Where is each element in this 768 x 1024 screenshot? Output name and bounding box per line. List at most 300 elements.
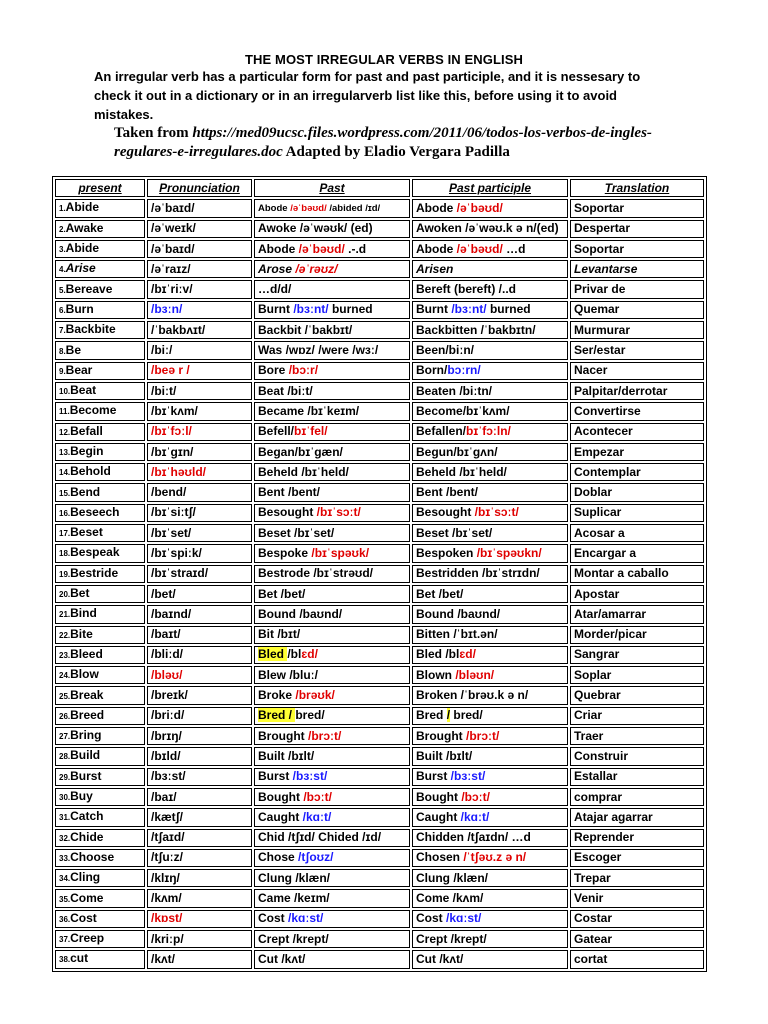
cell-text: Was /wɒz/ /were /wɜː/ [258,343,379,358]
cell-text: Cut /kʌt/ [416,951,464,966]
cell-present [55,544,145,562]
row-number: 3. [59,245,66,255]
cell-text: comprar [574,789,623,804]
cell-text: Catch [70,809,104,824]
table-row [55,829,704,847]
row-number: 8. [59,346,66,356]
cell-past-participle [412,585,568,603]
cell-text: Awake [65,220,104,235]
table-row [55,382,704,400]
cell-text: Atajar agarrar [574,809,653,824]
cell-past-participle [412,504,568,522]
cell-pronunciation [147,889,252,907]
table-row [55,443,704,461]
cell-text: /tʃaɪd/ [151,830,185,845]
cell-text: Brought [258,728,308,743]
cell-text: /bend/ [151,485,187,500]
table-row [55,220,704,238]
table-row [55,626,704,644]
cell-text: /brɔːt/ [466,728,500,743]
cell-present [55,808,145,826]
cell-text: Built /bɪlt/ [258,748,315,763]
cell-text: /tʃuːz/ [151,850,183,865]
source-prefix: Taken from [114,125,193,141]
cell-text: Bet /bet/ [258,586,306,601]
cell-text: Bind [70,606,97,621]
cell-text: /bet/ [151,586,176,601]
cell-text: Clung /klæn/ [416,870,488,885]
table-row [55,950,704,968]
cell-text: Breed [70,707,105,722]
cell-text: Chosen [416,850,464,865]
cell-pronunciation [147,423,252,441]
cell-past [254,240,410,258]
cell-text: / [446,708,451,723]
cell-translation [570,849,704,867]
cell-present [55,707,145,725]
cell-text: Backbit /ˈbakbɪt/ [258,322,353,337]
cell-text: /əˈbəʊd/ [456,200,503,215]
cell-text: Burst [70,768,102,783]
cell-text: Bought [416,789,462,804]
cell-text: Beseech [70,504,120,519]
cell-pronunciation [147,829,252,847]
cell-past [254,199,410,217]
cell-pronunciation [147,950,252,968]
cell-past-participle [412,362,568,380]
cell-text: /bɪˈɡɪn/ [151,444,194,459]
cell-text: Traer [574,728,604,743]
cell-present [55,849,145,867]
cell-translation [570,950,704,968]
cell-past-participle [412,727,568,745]
cell-past [254,423,410,441]
header-past: Past [254,179,410,197]
cell-text: Quebrar [574,688,621,703]
cell-present [55,199,145,217]
cell-pronunciation [147,321,252,339]
source-credit [114,124,694,162]
cell-present [55,240,145,258]
cell-text: Burnt [416,302,452,317]
cell-past-participle [412,524,568,542]
cell-past [254,829,410,847]
cell-pronunciation [147,605,252,623]
cell-text: Bet [70,586,90,601]
cell-present [55,402,145,420]
cell-past [254,524,410,542]
cell-pronunciation [147,443,252,461]
cell-text: Bereave [65,281,113,296]
cell-text: bred/ [450,708,483,723]
cell-pronunciation [147,585,252,603]
cell-text: /əˈbəʊd/ [298,241,345,256]
cell-text: Clung /klæn/ [258,870,330,885]
cell-translation [570,626,704,644]
cell-translation [570,585,704,603]
cell-text: Beheld /bɪˈheld/ [258,464,349,479]
cell-text: Abode [416,241,457,256]
cell-text: Caught [258,809,303,824]
cell-text: /breɪk/ [151,688,188,703]
cell-past-participle [412,382,568,400]
cell-past-participle [412,321,568,339]
cell-pronunciation [147,280,252,298]
row-number: 10. [59,387,71,397]
cell-text: Bound /baʊnd/ [416,606,501,621]
cell-text: Awoken /əˈwəʊ.k ə n/(ed) [416,221,559,236]
cell-present [55,910,145,928]
cell-translation [570,666,704,684]
cell-text: Bit /bɪt/ [258,627,301,642]
cell-pronunciation [147,808,252,826]
table-header-row [55,179,704,197]
cell-pronunciation [147,463,252,481]
cell-present [55,321,145,339]
table-row [55,686,704,704]
cell-text: Reprender [574,830,635,845]
cell-text: Brought [416,728,466,743]
cell-text: Gatear [574,931,613,946]
cell-text: Soportar [574,200,625,215]
cell-present [55,565,145,583]
cell-text: Acosar a [574,525,625,540]
cell-text: Bereft (bereft) /..d [416,282,517,297]
cell-text: /əˈbaɪd/ [151,200,195,215]
cell-past [254,565,410,583]
cell-past-participle [412,768,568,786]
table-row [55,524,704,542]
cell-text: bɪˈfel/ [294,424,328,439]
cell-text: /bliːd/ [151,647,183,662]
cell-text: Beheld /bɪˈheld/ [416,464,507,479]
cell-past-participle [412,402,568,420]
cell-text: Arose [258,261,296,276]
cell-pronunciation [147,341,252,359]
cell-text: Burst [416,769,451,784]
cell-past-participle [412,788,568,806]
cell-text: Encargar a [574,545,637,560]
cell-text: Bent /bent/ [416,485,478,500]
cell-text: /bɜːst/ [450,769,486,784]
cell-translation [570,321,704,339]
cell-text: /kʌm/ [151,891,182,906]
cell-text: /baɪnd/ [151,606,192,621]
cell-pronunciation [147,869,252,887]
table-row [55,889,704,907]
cell-text: Bled [258,647,288,662]
row-number: 13. [59,448,71,457]
cell-text: /bɪˈfɔːl/ [151,424,192,439]
cell-present [55,686,145,704]
cell-past [254,910,410,928]
cell-text: Choose [70,849,115,864]
cell-past [254,382,410,400]
cell-past-participle [412,260,568,278]
row-number: 21. [59,610,71,620]
cell-past [254,341,410,359]
cell-text: …d/d/ [258,282,292,297]
cell-past-participle [412,707,568,725]
cell-translation [570,260,704,278]
cell-present [55,260,145,278]
cell-text: Bring [70,728,102,743]
cell-past [254,666,410,684]
cell-past-participle [412,341,568,359]
cell-text: Bespoke [258,545,312,560]
cell-past [254,707,410,725]
cell-past [254,463,410,481]
cell-past [254,646,410,664]
cell-text: Doblar [574,485,613,500]
cell-present [55,504,145,522]
header-translation: Translation [570,179,704,197]
cell-pronunciation [147,666,252,684]
row-number: 6. [59,305,66,315]
cell-present [55,768,145,786]
table-row [55,240,704,258]
cell-present [55,869,145,887]
cell-text: /bɜːnt/ [451,302,487,317]
cell-text: /tʃoʊz/ [298,850,334,865]
cell-text: Begun/bɪˈɡʌn/ [416,444,498,459]
cell-translation [570,362,704,380]
intro-paragraph: An irregular verb has a particular form for past and past participle, and it is nessesary to check it out in a dictionary or in an irregularverb list like this, before using it to avoid mistakes. [94,69,641,122]
cell-past-participle [412,565,568,583]
cell-text: Broken /ˈbrəʊ.k ə n/ [416,688,529,703]
cell-translation [570,788,704,806]
cell-text: Bought [258,789,304,804]
cell-text: Beset /bɪˈset/ [258,525,335,540]
table-row [55,646,704,664]
cell-text: /kriːp/ [151,931,184,946]
cell-pronunciation [147,240,252,258]
cell-text: Built /bɪlt/ [416,748,473,763]
cell-translation [570,504,704,522]
cell-text: /bɜːst/ [151,769,186,784]
cell-text: Blow [70,667,99,682]
row-number: 38. [59,955,71,965]
cell-translation [570,423,704,441]
cell-translation [570,199,704,217]
cell-text: Bitten /ˈbɪt.ən/ [416,627,498,642]
cell-text: Besought [258,505,317,520]
cell-text: bɔːrn/ [447,363,481,378]
cell-text: Awoke /əˈwəʊk/ (ed) [258,221,373,236]
cell-present [55,423,145,441]
cell-text: Contemplar [574,464,641,479]
cell-past-participle [412,483,568,501]
cell-pronunciation [147,849,252,867]
cell-text: Despertar [574,221,631,236]
cell-past-participle [412,199,568,217]
cell-text: /beə r / [151,363,190,378]
cell-text: Bestride [70,565,119,580]
cell-translation [570,727,704,745]
row-number: 5. [59,285,66,295]
table-row [55,483,704,501]
cell-text: Became /bɪˈkeɪm/ [258,403,360,418]
cell-past-participle [412,930,568,948]
cell-text: Bestrode /bɪˈstrəʊd/ [258,566,374,581]
cell-pronunciation [147,504,252,522]
table-row [55,362,704,380]
cell-translation [570,341,704,359]
cell-translation [570,686,704,704]
cell-translation [570,463,704,481]
cell-text: /bɪˈsɔːt/ [474,505,519,520]
row-number: 34. [59,874,71,884]
cell-translation [570,707,704,725]
cell-text: Arise [65,261,96,276]
cell-text: /kætʃ/ [151,809,184,824]
row-number: 19. [59,569,71,579]
cell-past-participle [412,808,568,826]
cell-text: /kɑːt/ [460,809,490,824]
row-number: 18. [59,549,71,559]
cell-past [254,626,410,644]
cell-text: Murmurar [574,322,631,337]
table-row [55,544,704,562]
cell-text: cut [70,951,89,966]
cell-past [254,362,410,380]
row-number: 24. [59,671,71,681]
cell-text: Besought [416,505,475,520]
row-number: 35. [59,894,71,904]
cell-text: .-.d [344,241,367,256]
row-number: 26. [59,711,71,721]
row-number: 37. [59,935,71,945]
row-number: 16. [59,508,71,518]
cell-pronunciation [147,301,252,319]
cell-text: /klɪŋ/ [151,870,180,885]
cell-pronunciation [147,382,252,400]
cell-text: /bɪld/ [151,748,181,763]
cell-present [55,483,145,501]
cell-translation [570,747,704,765]
cell-past [254,950,410,968]
cell-text: Palpitar/derrotar [574,383,668,398]
cell-text: Apostar [574,586,620,601]
cell-translation [570,565,704,583]
table-row [55,707,704,725]
cell-present [55,889,145,907]
cell-text: /brɪŋ/ [151,728,182,743]
cell-past-participle [412,747,568,765]
cell-text: ɛd/ [459,647,476,662]
cell-text: Beat /biːt/ [258,383,313,398]
cell-present [55,950,145,968]
header-present: present [55,179,145,197]
cell-pronunciation [147,727,252,745]
cell-present [55,646,145,664]
cell-past-participle [412,626,568,644]
cell-text: burned [486,302,531,317]
cell-text: /bɪˈspəʊkn/ [476,545,542,560]
cell-past-participle [412,950,568,968]
source-url[interactable]: https://med09ucsc.files.wordpress.com/2011/06/todos-los-verbos-de-ingles-regulares-e-irregulares.doc [114,125,652,160]
table-row [55,727,704,745]
cell-present [55,524,145,542]
cell-past [254,686,410,704]
cell-text: /bɪˈstraɪd/ [151,566,209,581]
cell-present [55,605,145,623]
row-number: 27. [59,732,71,742]
cell-past [254,768,410,786]
row-number: 20. [59,590,71,600]
cell-past-participle [412,646,568,664]
cell-past-participle [412,686,568,704]
cell-present [55,382,145,400]
table-row [55,301,704,319]
table-row [55,605,704,623]
cell-present [55,666,145,684]
cell-present [55,301,145,319]
cell-past-participle [412,605,568,623]
cell-text: Befell/ [258,424,295,439]
cell-text: Venir [574,891,604,906]
cell-text: /bɜːn/ [151,302,183,317]
cell-text: /kʌt/ [151,951,176,966]
cell-text: Bred [416,708,447,723]
cell-past-participle [412,910,568,928]
table-row [55,280,704,298]
cell-pronunciation [147,626,252,644]
cell-pronunciation [147,768,252,786]
table-row [55,423,704,441]
table-row [55,910,704,928]
row-number: 11. [59,407,70,417]
cell-text: Come /kʌm/ [416,891,484,906]
cell-past-participle [412,544,568,562]
cell-text: /əˈweɪk/ [151,221,196,236]
cell-past [254,544,410,562]
cell-text: Came /keɪm/ [258,891,330,906]
cell-text: ɛd/ [301,647,318,662]
cell-past [254,321,410,339]
cell-text: /ˈtʃəʊ.z ə n/ [463,850,527,865]
cell-present [55,443,145,461]
table-row [55,585,704,603]
cell-text: Trepar [574,870,611,885]
cell-translation [570,280,704,298]
cell-pronunciation [147,524,252,542]
cell-past [254,301,410,319]
cell-text: Suplicar [574,505,622,520]
cell-text: Become [69,403,117,418]
cell-text: Backbite [65,322,116,337]
cell-text: Cost [70,910,97,925]
cell-text: Become/bɪˈkʌm/ [416,403,510,418]
cell-past [254,280,410,298]
cell-text: /əˈrəʊz/ [295,261,338,276]
cell-text: /əˈbəʊd/ [456,241,503,256]
cell-text: Blew /bluː/ [258,667,318,682]
cell-text: Empezar [574,444,625,459]
cell-text: Break [70,687,104,702]
cell-text: /biːt/ [151,383,177,398]
cell-text: /kɑːst/ [446,911,482,926]
cell-text: Bestridden /bɪˈstrɪdn/ [416,566,540,581]
row-number: 22. [59,630,71,640]
table-row [55,849,704,867]
cell-text: /bɪˈset/ [151,525,192,540]
cell-text: /bɪˈspəʊk/ [311,545,370,560]
cell-present [55,727,145,745]
cell-text: Bred / [258,708,296,723]
cell-text: Abode [258,203,291,215]
table-row [55,808,704,826]
